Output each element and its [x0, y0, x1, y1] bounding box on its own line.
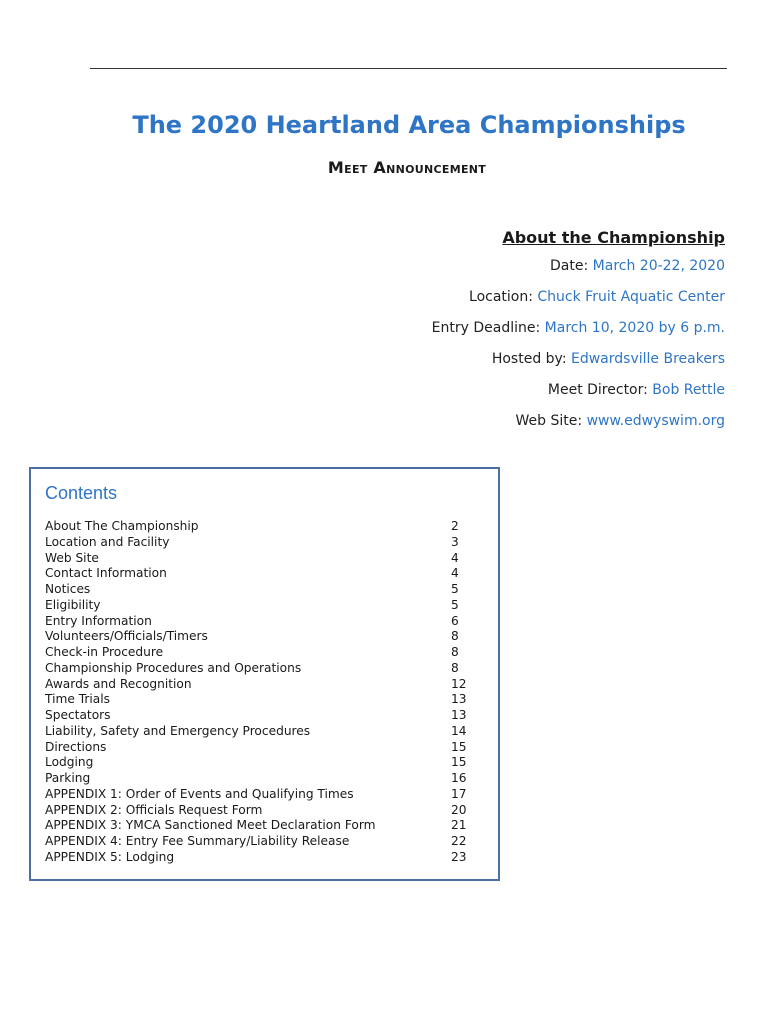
toc-item-page: 8: [451, 629, 459, 644]
toc-item-page: 4: [451, 566, 459, 581]
about-date: [432, 256, 725, 287]
toc-item-page: 16: [451, 771, 467, 785]
toc-item-label: Lodging: [45, 755, 94, 770]
toc-item[interactable]: [45, 661, 475, 677]
about-web-site: [432, 411, 725, 442]
toc-item-label: Directions: [45, 739, 107, 754]
about-hosted-by-value: Edwardsville Breakers: [571, 351, 725, 367]
header-rule: [90, 68, 727, 69]
toc-item-page: 5: [451, 597, 459, 612]
toc-item[interactable]: [45, 771, 475, 787]
toc-item-page: 5: [451, 582, 459, 596]
about-hosted-by: [432, 349, 725, 380]
toc-item-page: 23: [451, 849, 467, 864]
about-entry-deadline-value: March 10, 2020 by 6 p.m.: [544, 320, 725, 336]
about-meet-director: [432, 380, 725, 411]
toc-item[interactable]: [45, 834, 475, 850]
toc-item[interactable]: [45, 692, 475, 708]
about-section: [432, 228, 725, 442]
toc-item[interactable]: [45, 755, 475, 771]
toc-item[interactable]: [45, 724, 475, 740]
contents-title: Contents: [45, 483, 118, 503]
toc-item[interactable]: [45, 551, 475, 567]
toc-item[interactable]: [45, 582, 475, 598]
toc-item-page: 20: [451, 802, 467, 817]
toc-item-label: Parking: [45, 771, 91, 785]
toc-item-label: Eligibility: [45, 597, 101, 612]
about-meet-director-value: Bob Rettle: [652, 382, 725, 398]
about-location-label: Location:: [469, 289, 538, 305]
about-meet-director-label: Meet Director:: [547, 382, 653, 398]
toc-item-label: APPENDIX 4: Entry Fee Summary/Liability Release: [45, 834, 350, 848]
toc-item-label: About The Championship: [45, 519, 199, 533]
toc-item-page: 8: [451, 660, 459, 675]
toc-item-label: Location and Facility: [45, 534, 170, 549]
about-web-site-link[interactable]: www.edwyswim.org: [586, 413, 725, 429]
table-of-contents: [45, 519, 475, 866]
toc-item[interactable]: [45, 598, 475, 614]
toc-item-page: 14: [451, 723, 467, 738]
about-web-site-label: Web Site:: [515, 413, 587, 429]
toc-item[interactable]: [45, 787, 475, 803]
toc-item-page: 15: [451, 739, 467, 754]
toc-item[interactable]: [45, 850, 475, 866]
toc-item[interactable]: [45, 614, 475, 630]
toc-item-page: 12: [451, 676, 467, 691]
toc-item-page: 13: [451, 692, 467, 707]
about-date-value: March 20-22, 2020: [592, 258, 725, 274]
toc-item[interactable]: [45, 803, 475, 819]
toc-item[interactable]: [45, 535, 475, 551]
toc-item-page: 17: [451, 786, 467, 801]
document-title: The 2020 Heartland Area Championships: [132, 111, 686, 139]
toc-item-page: 21: [451, 818, 467, 833]
toc-item-page: 2: [451, 519, 459, 533]
about-location: [432, 287, 725, 318]
toc-item-page: 15: [451, 755, 467, 770]
toc-item-page: 13: [451, 708, 467, 722]
document-subtitle: Meet Announcement: [327, 158, 487, 177]
toc-item-label: Web Site: [45, 550, 99, 565]
toc-item-page: 4: [451, 550, 459, 565]
toc-item-page: 6: [451, 613, 459, 628]
about-entry-deadline: [432, 318, 725, 349]
toc-item[interactable]: [45, 818, 475, 834]
toc-item[interactable]: [45, 645, 475, 661]
contents-box: [29, 467, 500, 881]
toc-item-label: APPENDIX 2: Officials Request Form: [45, 802, 263, 817]
toc-item[interactable]: [45, 519, 475, 535]
toc-item[interactable]: [45, 566, 475, 582]
toc-item-page: 8: [451, 645, 459, 659]
toc-item-label: Time Trials: [45, 692, 110, 707]
toc-item-label: Awards and Recognition: [45, 676, 192, 691]
about-heading: About the Championship: [502, 228, 725, 247]
toc-item-label: Notices: [45, 582, 91, 596]
toc-item-label: Liability, Safety and Emergency Procedures: [45, 723, 311, 738]
toc-item[interactable]: [45, 740, 475, 756]
toc-item-label: Spectators: [45, 708, 111, 722]
toc-item[interactable]: [45, 629, 475, 645]
about-location-value: Chuck Fruit Aquatic Center: [537, 289, 725, 305]
toc-item-label: APPENDIX 5: Lodging: [45, 849, 175, 864]
toc-item-label: Check-in Procedure: [45, 645, 164, 659]
toc-item-page: 22: [451, 834, 467, 848]
toc-item-label: Entry Information: [45, 613, 152, 628]
toc-item-label: APPENDIX 1: Order of Events and Qualifying Times: [45, 786, 354, 801]
about-hosted-by-label: Hosted by:: [491, 351, 571, 367]
about-entry-deadline-label: Entry Deadline:: [431, 320, 545, 336]
toc-item-page: 3: [451, 534, 459, 549]
toc-item-label: Championship Procedures and Operations: [45, 660, 302, 675]
toc-item[interactable]: [45, 677, 475, 693]
about-date-label: Date:: [550, 258, 593, 274]
toc-item-label: Volunteers/Officials/Timers: [45, 629, 208, 644]
toc-item-label: APPENDIX 3: YMCA Sanctioned Meet Declaration Form: [45, 818, 376, 833]
toc-item-label: Contact Information: [45, 566, 167, 581]
toc-item[interactable]: [45, 708, 475, 724]
